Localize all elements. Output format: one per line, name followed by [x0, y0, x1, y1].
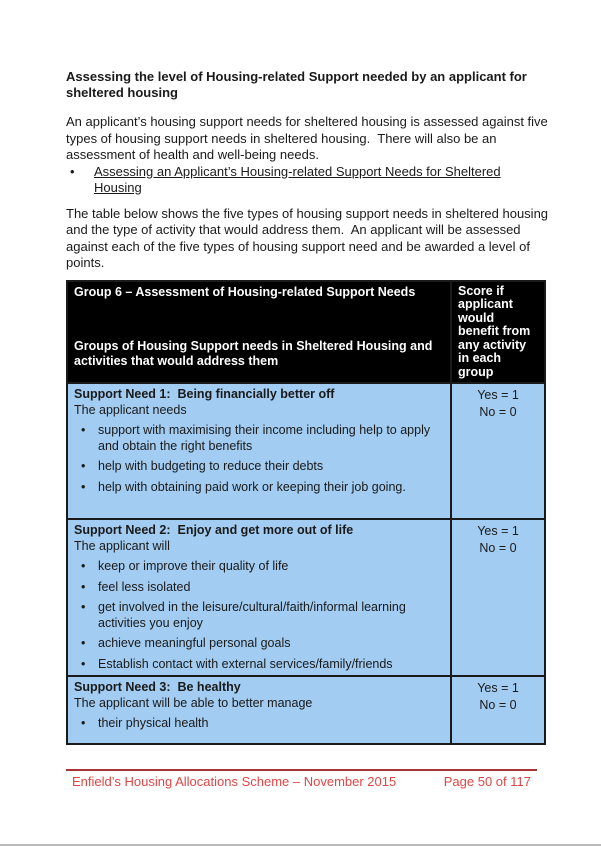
- score-yes: Yes = 1: [477, 388, 519, 402]
- list-item: [74, 636, 444, 652]
- section-heading: [66, 164, 550, 196]
- support-need-1-cell: [67, 383, 451, 519]
- list-item-text: help with obtaining paid work or keeping their job going.: [98, 479, 406, 494]
- support-need-lead: The applicant needs: [74, 402, 187, 417]
- list-item-text: keep or improve their quality of life: [98, 559, 289, 573]
- page-bottom-edge: [0, 844, 601, 846]
- list-item: [74, 716, 444, 732]
- score-no: No = 0: [479, 698, 517, 712]
- table-row-support-need-1: [67, 383, 545, 519]
- list-item-text: Establish contact with external services/family/friends: [98, 656, 393, 671]
- bullet-icon: [81, 559, 98, 575]
- support-need-lead: The applicant will: [74, 538, 170, 553]
- bullet-icon: [66, 164, 94, 196]
- list-item: [74, 480, 444, 496]
- support-need-title: Support Need 3: Be healthy: [74, 680, 241, 694]
- support-need-3-cell: [67, 676, 451, 744]
- footer-rule: [66, 769, 537, 771]
- list-item-text: achieve meaningful personal goals: [98, 636, 291, 650]
- bullet-icon: [81, 636, 98, 652]
- footer-page-number: Page 50 of 117: [443, 774, 531, 789]
- footer-document-title: Enfield’s Housing Allocations Scheme – November 2015: [72, 774, 397, 789]
- support-need-title: Support Need 2: Enjoy and get more out of life: [74, 523, 354, 537]
- intro-paragraph: An applicant’s housing support needs for sheltered housing is assessed against five types of housing support needs in sheltered housing. There will also be an assessment of health and well-being needs.: [66, 114, 552, 162]
- section-heading-text: Assessing an Applicant’s Housing-related Support Needs for Sheltered Housing: [94, 163, 501, 195]
- score-cell: [451, 676, 545, 744]
- bullet-icon: [81, 580, 98, 596]
- table-row-support-need-3: [67, 676, 545, 744]
- bullet-icon: [81, 600, 98, 631]
- score-yes: Yes = 1: [477, 681, 519, 695]
- table-row-support-need-2: [67, 519, 545, 676]
- score-no: No = 0: [479, 541, 517, 555]
- list-item-text: their physical health: [98, 716, 209, 730]
- score-yes: Yes = 1: [477, 524, 519, 538]
- table-header-row: [67, 281, 545, 384]
- bullet-icon: [81, 459, 98, 475]
- list-item: [74, 600, 444, 631]
- list-item-text: get involved in the leisure/cultural/faith/informal learning activities you enjoy: [98, 600, 406, 630]
- table-group-subtitle: Groups of Housing Support needs in Sheltered Housing and activities that would address them: [74, 338, 433, 368]
- bullet-icon: [81, 716, 98, 732]
- page-footer: [66, 774, 537, 789]
- support-need-title: Support Need 1: Being financially better off: [74, 387, 335, 401]
- support-need-lead: The applicant will be able to better manage: [74, 695, 313, 710]
- score-cell: [451, 383, 545, 519]
- table-group-title: Group 6 – Assessment of Housing-related Support Needs: [74, 284, 416, 299]
- table-header-main-cell: [67, 281, 451, 384]
- table-score-header: Score if applicant would benefit from any activity in each group: [451, 281, 545, 384]
- score-no: No = 0: [479, 405, 517, 419]
- list-item: [74, 423, 444, 454]
- score-cell: [451, 519, 545, 676]
- list-item: [74, 459, 444, 475]
- document-page: [66, 69, 550, 745]
- list-item-text: support with maximising their income including help to apply and obtain the right benefits: [98, 423, 431, 453]
- list-item-text: feel less isolated: [98, 579, 191, 594]
- support-need-2-cell: [67, 519, 451, 676]
- bullet-icon: [81, 657, 98, 673]
- bullet-icon: [81, 423, 98, 454]
- bullet-icon: [81, 480, 98, 496]
- table-intro-paragraph: The table below shows the five types of housing support needs in sheltered housing and the type of activity that would address them. An applicant will be assessed against each of the five types of housing support need and be awarded a level of points.: [66, 205, 552, 270]
- list-item-text: help with budgeting to reduce their debts: [98, 459, 324, 473]
- list-item: [74, 657, 444, 673]
- page-title: Assessing the level of Housing-related Support needed by an applicant for sheltered housing: [66, 69, 531, 100]
- support-needs-table: [66, 280, 546, 746]
- list-item: [74, 580, 444, 596]
- list-item: [74, 559, 444, 575]
